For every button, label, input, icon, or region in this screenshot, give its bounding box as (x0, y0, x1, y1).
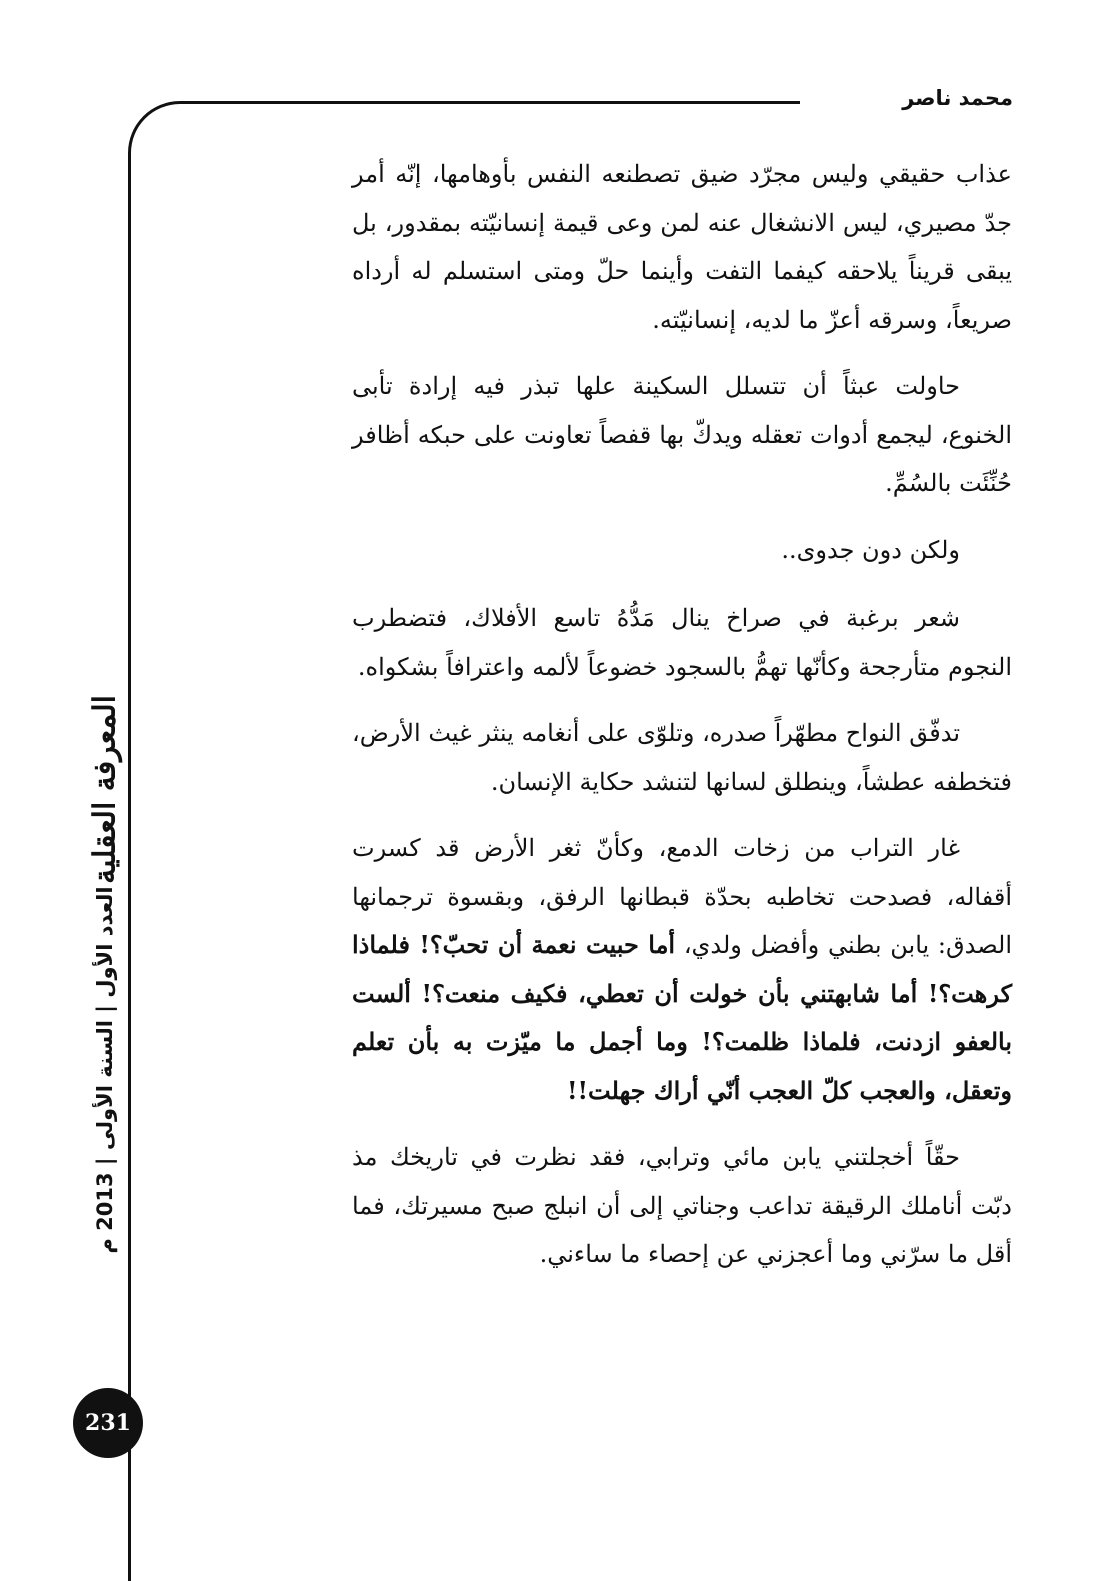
paragraph-1: عذاب حقيقي وليس مجرّد ضيق تصطنعه النفس بأوهامها، إنّه أمر جدّ مصيري، ليس الانشغال عنه لمن وعى قيمة إنسانيّته بمقدور، بل يبقى قريناً يلاحقه كيفما التفت وأينما حلّ ومتى استسلم له أرداه صريعاً، وسرقه أعزّ ما لديه، إنسانيّته. (352, 160, 1013, 334)
journal-logo-title: المعرفة العقلية (87, 695, 123, 884)
page-number-badge: 231 (73, 1388, 143, 1458)
paragraph-7: حقّاً أخجلتني يابن مائي وترابي، فقد نظرت في تاريخك مذ دبّت أناملك الرقيقة تداعب وجناتي إلى أن انبلج صبح مسيرتك، فما أقل ما سرّني وما أعجزني عن إحصاء ما ساءني. (352, 1143, 1012, 1268)
paragraph-6-intro: غار التراب من زخات الدمع، وكأنّ ثغر الأرض قد كسرت أقفاله، فصدحت تخاطبه بحدّة قبطانها الرفق، وبقسوة ترجمانها الصدق: يابن بطني وأفضل ولدي، (352, 834, 1012, 959)
paragraph-6-bold: أما حبيت نعمة أن تحبّ؟! فلماذا كرهت؟! أما شابهتني بأن خولت أن تعطي، فكيف منعت؟! ألست بالعفو ازدنت، فلماذا ظلمت؟! وما أجمل ما ميّزت به بأن تعلم وتعقل، والعجب كلّ العجب أنّي أراك جهلت!! (352, 930, 1013, 1105)
author-name: محمد ناصر (902, 86, 1013, 110)
paragraph-2: حاولت عبثاً أن تتسلل السكينة علها تبذر فيه إرادة تأبى الخنوع، ليجمع أدوات تعقله ويدكّ بها قفصاً تعاونت على حبكه أظافر حُنِّئَت بالسُمِّ. (352, 372, 1012, 497)
paragraph-5: تدفّق النواح مطهّراً صدره، وتلوّى على أنغامه ينثر غيث الأرض، فتخطفه عطشاً، وينطلق لسانها لتنشد حكاية الإنسان. (352, 719, 1012, 796)
issue-info: العدد الأول | السنة الأولى | 2013 م (93, 886, 117, 1254)
article-body (352, 150, 1012, 1297)
paragraph-6 (352, 824, 1012, 1115)
paragraph-4: شعر برغبة في صراخ ينال مَدُّهُ تاسع الأفلاك، فتضطرب النجوم متأرجحة وكأنّها تهمُّ بالسجود خضوعاً لألمه واعترافاً بشكواه. (352, 604, 1012, 681)
paragraph-3: ولكن دون جدوى.. (781, 535, 960, 564)
